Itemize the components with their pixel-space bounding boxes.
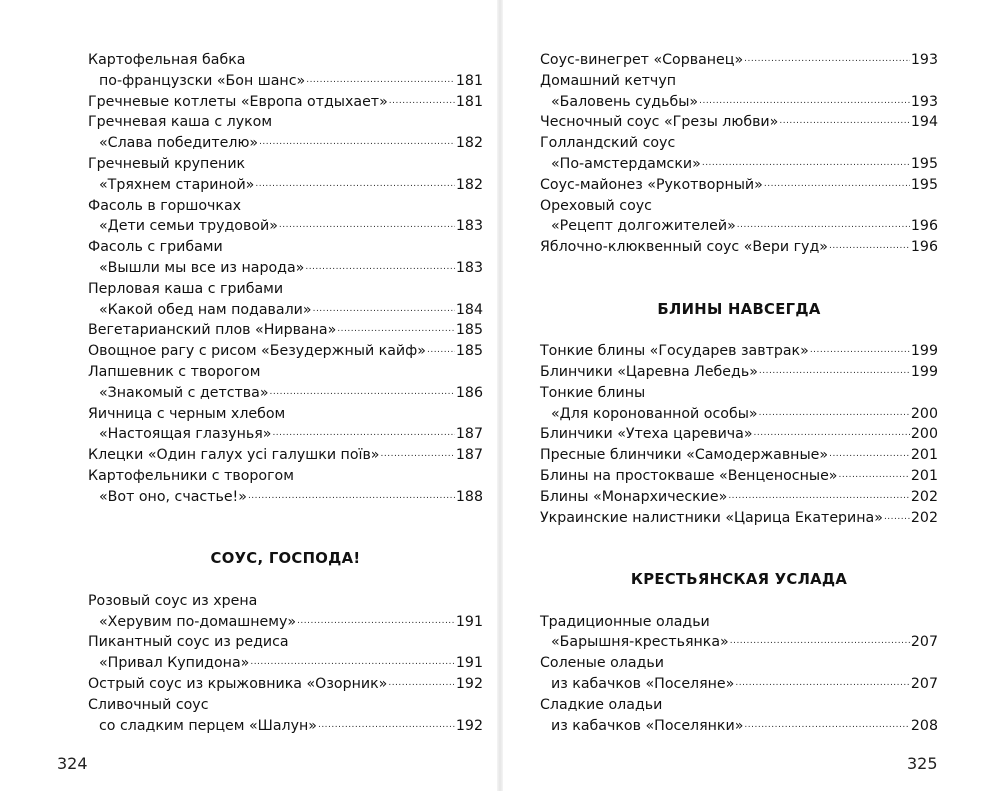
toc-page-number: 201: [910, 467, 938, 484]
toc-entry-subtitle: из кабачков «Поселянки»: [551, 717, 744, 734]
dot-leader: [737, 213, 910, 236]
toc-entry-title: Лапшевник с творогом: [88, 363, 261, 380]
toc-page-number: 195: [910, 155, 938, 172]
toc-entry-title: Соус-винегрет «Сорванец»: [540, 52, 744, 68]
toc-entry-continuation: [88, 216, 483, 237]
toc-entry-title: Тонкие блины «Государев завтрак»: [540, 343, 809, 360]
toc-entry-continuation: [88, 258, 483, 279]
toc-column-left: [88, 50, 483, 736]
toc-entry-subtitle: «Привал Купидона»: [99, 655, 250, 672]
toc-entry-title: Украинские налистники «Царица Екатерина»: [540, 509, 883, 526]
toc-entry-subtitle: «По-амстердамски»: [551, 155, 701, 172]
toc-page-number: 192: [455, 717, 483, 734]
toc-entry-subtitle: со сладким перцем «Шалун»: [99, 717, 317, 734]
dot-leader: [279, 213, 455, 236]
toc-entry: [540, 175, 938, 196]
toc-entry-title: Фасоль с грибами: [88, 239, 223, 256]
toc-entry: [540, 362, 938, 383]
toc-entry-title: Острый соус из крыжовника «Озорник»: [88, 675, 388, 692]
toc-entry: [540, 50, 938, 71]
toc-entry-title: Фасоль в горшочках: [88, 197, 242, 214]
dot-leader: [318, 713, 455, 736]
dot-leader: [259, 130, 455, 153]
toc-entry-continuation: [540, 674, 938, 695]
dot-leader: [744, 47, 910, 70]
toc-entry-continuation: [88, 133, 483, 154]
toc-entry-continuation: [88, 383, 483, 404]
section-heading-sauce: СОУС, ГОСПОДА!: [210, 550, 361, 568]
toc-entry-title: Блины на простокваше «Венценосные»: [540, 467, 838, 484]
toc-entry: [540, 487, 938, 508]
toc-page-number: 181: [455, 72, 483, 89]
toc-page-number: 191: [455, 613, 483, 630]
toc-page-number: 200: [910, 405, 938, 422]
toc-page-number: 183: [455, 259, 483, 276]
toc-entry-title: Блины «Монархические»: [540, 488, 728, 505]
dot-leader: [829, 234, 910, 257]
toc-entry: [88, 92, 483, 113]
toc-entry-title: Традиционные оладьи: [540, 613, 710, 630]
toc-page-number: 181: [455, 93, 483, 110]
dot-leader: [728, 484, 910, 507]
toc-entry: [540, 508, 938, 529]
toc-entry-title: Картофельная бабка: [88, 52, 246, 68]
dot-leader: [250, 650, 455, 673]
toc-entry-continuation: [88, 175, 483, 196]
toc-entry-title: Блинчики «Царевна Лебедь»: [540, 363, 758, 380]
toc-group-right-b: [540, 341, 938, 528]
dot-leader: [759, 359, 910, 382]
toc-entry-title: Картофельники с творогом: [88, 467, 294, 484]
toc-page-number: 187: [455, 447, 483, 464]
toc-entry-title: Соус-майонез «Рукотворный»: [540, 176, 763, 193]
toc-page-number: 185: [455, 322, 483, 339]
toc-entry-title: Гречневый крупеник: [88, 155, 246, 172]
toc-page-number: 186: [455, 384, 483, 401]
dot-leader: [270, 380, 455, 403]
toc-entry-subtitle: «Барышня-крестьянка»: [551, 634, 729, 651]
toc-page-number: 208: [910, 717, 938, 734]
toc-entry-title: Овощное рагу с рисом «Безудержный кайф»: [88, 343, 426, 360]
toc-group-right-a: [540, 50, 938, 258]
dot-leader: [810, 338, 910, 361]
toc-entry: [540, 237, 938, 258]
toc-page-number: 182: [455, 135, 483, 152]
toc-entry-title: Клецки «Один галух усі галушки поїв»: [88, 447, 380, 464]
toc-entry-subtitle: «Дети семьи трудовой»: [99, 218, 278, 235]
dot-leader: [306, 68, 455, 91]
section-heading-fritters: КРЕСТЬЯНСКАЯ УСЛАДА: [630, 570, 848, 588]
toc-entry-title: Гречневая каша с луком: [88, 114, 273, 131]
toc-page-number: 199: [910, 363, 938, 380]
dot-leader: [735, 671, 910, 694]
toc-page-number: 185: [455, 343, 483, 360]
toc-entry-title: Блинчики «Утеха царевича»: [540, 426, 753, 443]
toc-entry-subtitle: «Херувим по-домашнему»: [99, 613, 297, 630]
dot-leader: [829, 442, 910, 465]
toc-entry-title: Тонкие блины: [540, 384, 646, 401]
dot-leader: [297, 609, 455, 632]
toc-entry-continuation: [540, 716, 938, 737]
toc-entry: [88, 674, 483, 695]
toc-entry-title: Розовый соус из хрена: [88, 592, 258, 609]
dot-leader: [248, 484, 455, 507]
toc-page-number: 184: [455, 301, 483, 318]
toc-entry: [88, 445, 483, 466]
dot-leader: [699, 89, 910, 112]
toc-page-number: 200: [910, 426, 938, 443]
dot-leader: [388, 671, 455, 694]
dot-leader: [702, 151, 910, 174]
dot-leader: [389, 89, 455, 112]
toc-page-number: 207: [910, 634, 938, 651]
dot-leader: [255, 172, 455, 195]
toc-page-number: 194: [910, 114, 938, 131]
toc-page-number: 193: [910, 52, 938, 68]
dot-leader: [427, 338, 455, 361]
dot-leader: [754, 421, 910, 444]
toc-entry-subtitle: «Какой обед нам подавали»: [99, 301, 312, 318]
toc-entry-title: Яичница с черным хлебом: [88, 405, 286, 422]
dot-leader: [305, 255, 455, 278]
toc-group-left-a: [88, 50, 483, 508]
toc-page-number: 195: [910, 176, 938, 193]
toc-entry-title: Пикантный соус из редиса: [88, 634, 289, 651]
toc-page-number: 199: [910, 343, 938, 360]
toc-entry: [88, 320, 483, 341]
toc-entry-subtitle: «Баловень судьбы»: [551, 93, 699, 110]
dot-leader: [337, 317, 455, 340]
toc-page-number: 188: [455, 488, 483, 505]
dot-leader: [884, 505, 910, 528]
toc-entry-subtitle: «Настоящая глазунья»: [99, 426, 272, 443]
toc-entry-subtitle: «Слава победителю»: [99, 135, 259, 152]
toc-page-number: 196: [910, 218, 938, 235]
toc-entry-subtitle: «Вышли мы все из народа»: [99, 259, 305, 276]
toc-entry-title: Вегетарианский плов «Нирвана»: [88, 322, 337, 339]
toc-entry-title: Ореховый соус: [540, 197, 652, 214]
toc-entry-title: Перловая каша с грибами: [88, 280, 284, 297]
toc-page-number: 187: [455, 426, 483, 443]
toc-page-number: 207: [910, 675, 938, 692]
page-number-left: 324: [57, 754, 88, 773]
dot-leader: [381, 442, 455, 465]
toc-entry-title: Сливочный соус: [88, 696, 209, 713]
toc-entry-continuation: [88, 487, 483, 508]
toc-entry-continuation: [88, 612, 483, 633]
dot-leader: [764, 172, 910, 195]
toc-page-number: 183: [455, 218, 483, 235]
section-heading-pancakes: БЛИНЫ НАВСЕГДА: [657, 300, 821, 318]
toc-column-right: [540, 50, 938, 736]
right-page: [500, 0, 1000, 791]
toc-entry-subtitle: «Рецепт долгожителей»: [551, 218, 736, 235]
toc-page-number: 201: [910, 447, 938, 464]
toc-entry-subtitle: «Знакомый с детства»: [99, 384, 269, 401]
toc-page-number: 202: [910, 509, 938, 526]
toc-entry-title: Соленые оладьи: [540, 655, 664, 672]
dot-leader: [730, 629, 910, 652]
toc-entry-subtitle: из кабачков «Поселяне»: [551, 675, 735, 692]
toc-entry-subtitle: «Вот оно, счастье!»: [99, 488, 247, 505]
toc-entry-title: Яблочно-клюквенный соус «Вери гуд»: [540, 239, 828, 256]
toc-entry-title: Пресные блинчики «Самодержавные»: [540, 447, 829, 464]
toc-entry-subtitle: «Тряхнем стариной»: [99, 176, 255, 193]
toc-entry-title: Голландский соус: [540, 135, 676, 152]
toc-page-number: 196: [910, 239, 938, 256]
toc-group-right-c: [540, 612, 938, 737]
toc-entry-title: Чесночный соус «Грезы любви»: [540, 114, 779, 131]
toc-entry-continuation: [540, 632, 938, 653]
toc-group-left-b: [88, 591, 483, 737]
toc-entry-subtitle: по-французски «Бон шанс»: [99, 72, 306, 89]
toc-page-number: 191: [455, 655, 483, 672]
toc-page-number: 202: [910, 488, 938, 505]
toc-page-number: 182: [455, 176, 483, 193]
dot-leader: [839, 463, 910, 486]
toc-entry-title: Гречневые котлеты «Европа отдыхает»: [88, 93, 388, 110]
page-number-right: 325: [907, 754, 938, 773]
dot-leader: [744, 713, 910, 736]
dot-leader: [779, 109, 910, 132]
dot-leader: [272, 421, 454, 444]
toc-page-number: 192: [455, 675, 483, 692]
toc-page-number: 193: [910, 93, 938, 110]
toc-entry: [88, 341, 483, 362]
toc-entry: [540, 112, 938, 133]
dot-leader: [759, 401, 910, 424]
dot-leader: [313, 297, 455, 320]
toc-entry-title: Сладкие оладьи: [540, 696, 663, 713]
toc-entry-subtitle: «Для коронованной особы»: [551, 405, 758, 422]
toc-entry-title: Домашний кетчуп: [540, 72, 676, 89]
toc-entry-continuation: [88, 716, 483, 737]
